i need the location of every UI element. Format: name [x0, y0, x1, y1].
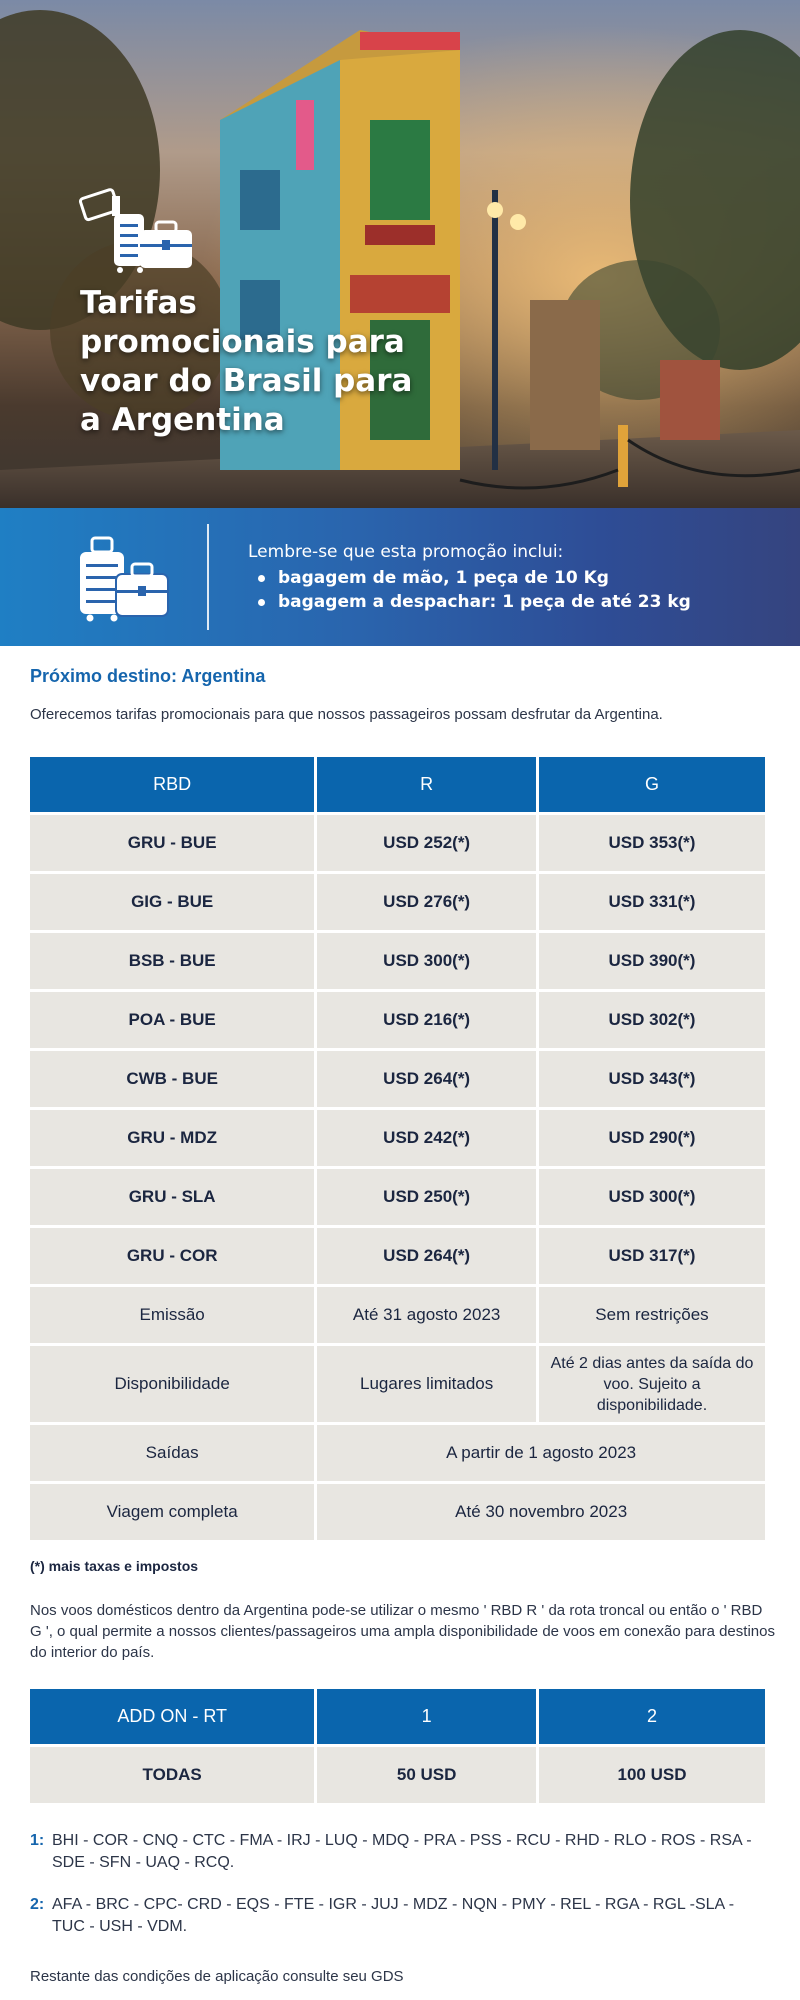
taxes-note: (*) mais taxas e impostos: [30, 1558, 199, 1574]
route-cell: GRU - MDZ: [30, 1110, 314, 1166]
baggage-list: [248, 566, 691, 614]
fare-r-cell: USD 300(*): [317, 933, 536, 989]
table-row: [30, 1051, 765, 1107]
table-row-emissao: [30, 1287, 765, 1343]
fares-table: [27, 754, 768, 1543]
domestic-flights-note: Nos voos domésticos dentro da Argentina pode-se utilizar o mesmo ' RBD R ' da rota troncal ou então o ' RBD G ', o qual permite a nossos clientes/passageiros uma ampla disponibilidade de voos em conexão para destinos do interior do país.: [30, 1602, 775, 1661]
luggage-ticket-icon: [78, 188, 198, 283]
table-row: [30, 992, 765, 1048]
disponibilidade-g: Até 2 dias antes da saída do voo. Sujeito a disponibilidade.: [539, 1346, 765, 1422]
route-cell: GRU - BUE: [30, 815, 314, 871]
emissao-g: Sem restrições: [539, 1287, 765, 1343]
list-item: [248, 590, 691, 614]
bullet-icon: [258, 599, 265, 606]
baggage-banner: [0, 508, 800, 646]
section-title: Próximo destino: Argentina: [30, 666, 266, 686]
fare-g-cell: USD 343(*): [539, 1051, 765, 1107]
emissao-r: Até 31 agosto 2023: [317, 1287, 536, 1343]
viagem-label: Viagem completa: [30, 1484, 314, 1540]
route-cell: CWB - BUE: [30, 1051, 314, 1107]
column-header-r: R: [317, 757, 536, 812]
fare-g-cell: USD 317(*): [539, 1228, 765, 1284]
zone-codes: BHI - COR - CNQ - CTC - FMA - IRJ - LUQ - MDQ - PRA - PSS - RCU - RHD - RLO - ROS - RSA - SDE - SFN - UAQ - RCQ.: [52, 1832, 752, 1871]
fare-g-cell: USD 390(*): [539, 933, 765, 989]
column-header-2: 2: [539, 1689, 765, 1744]
addon-zone2-price: 100 USD: [539, 1747, 765, 1803]
bullet-icon: [258, 575, 265, 582]
fare-g-cell: USD 353(*): [539, 815, 765, 871]
route-cell: GIG - BUE: [30, 874, 314, 930]
table-row: [30, 1110, 765, 1166]
viagem-value: Até 30 novembro 2023: [317, 1484, 765, 1540]
zone-number: 2:: [30, 1896, 45, 1913]
table-row-viagem: [30, 1484, 765, 1540]
fare-g-cell: USD 331(*): [539, 874, 765, 930]
fare-r-cell: USD 264(*): [317, 1228, 536, 1284]
fare-r-cell: USD 276(*): [317, 874, 536, 930]
addon-table: [27, 1686, 768, 1806]
addon-zone1-price: 50 USD: [317, 1747, 536, 1803]
column-header-1: 1: [317, 1689, 536, 1744]
table-header-row: [30, 757, 765, 812]
column-header-g: G: [539, 757, 765, 812]
list-item: [248, 566, 691, 590]
emissao-label: Emissão: [30, 1287, 314, 1343]
fare-r-cell: USD 250(*): [317, 1169, 536, 1225]
addon-all-cell: TODAS: [30, 1747, 314, 1803]
route-cell: BSB - BUE: [30, 933, 314, 989]
banner-text: [248, 542, 691, 614]
intro-text: Oferecemos tarifas promocionais para que nossos passageiros possam desfrutar da Argentina.: [30, 706, 663, 723]
table-row: [30, 1169, 765, 1225]
table-row: [30, 874, 765, 930]
fare-g-cell: USD 300(*): [539, 1169, 765, 1225]
table-row-disponibilidade: [30, 1346, 765, 1422]
banner-intro: Lembre-se que esta promoção inclui:: [248, 542, 564, 562]
table-row: [30, 1228, 765, 1284]
checked-baggage-text: bagagem a despachar: 1 peça de até 23 kg: [278, 592, 691, 612]
footer-note: Restante das condições de aplicação consulte seu GDS: [30, 1968, 404, 1985]
fare-r-cell: USD 252(*): [317, 815, 536, 871]
saidas-label: Saídas: [30, 1425, 314, 1481]
disponibilidade-label: Disponibilidade: [30, 1346, 314, 1422]
fare-r-cell: USD 242(*): [317, 1110, 536, 1166]
fare-g-cell: USD 290(*): [539, 1110, 765, 1166]
luggage-icon: [78, 534, 170, 629]
table-row: [30, 815, 765, 871]
disponibilidade-r: Lugares limitados: [317, 1346, 536, 1422]
zone-1-list: [30, 1830, 770, 1874]
column-header-addon: ADD ON - RT: [30, 1689, 314, 1744]
route-cell: GRU - SLA: [30, 1169, 314, 1225]
hero-banner: [0, 0, 800, 508]
saidas-value: A partir de 1 agosto 2023: [317, 1425, 765, 1481]
zone-number: 1:: [30, 1832, 45, 1849]
table-row: [30, 933, 765, 989]
column-header-rbd: RBD: [30, 757, 314, 812]
route-cell: GRU - COR: [30, 1228, 314, 1284]
table-header-row: [30, 1689, 765, 1744]
zone-2-list: [30, 1894, 770, 1938]
table-row: [30, 1747, 765, 1803]
route-cell: POA - BUE: [30, 992, 314, 1048]
fare-g-cell: USD 302(*): [539, 992, 765, 1048]
zone-codes: AFA - BRC - CPC- CRD - EQS - FTE - IGR - JUJ - MDZ - NQN - PMY - REL - RGA - RGL -SLA - TUC - USH - VDM.: [52, 1896, 735, 1935]
hand-baggage-text: bagagem de mão, 1 peça de 10 Kg: [278, 568, 609, 588]
banner-divider: [207, 524, 209, 630]
hero-title: Tarifas promocionais para voar do Brasil para a Argentina: [80, 285, 413, 438]
fare-r-cell: USD 216(*): [317, 992, 536, 1048]
table-row-saidas: [30, 1425, 765, 1481]
fare-r-cell: USD 264(*): [317, 1051, 536, 1107]
